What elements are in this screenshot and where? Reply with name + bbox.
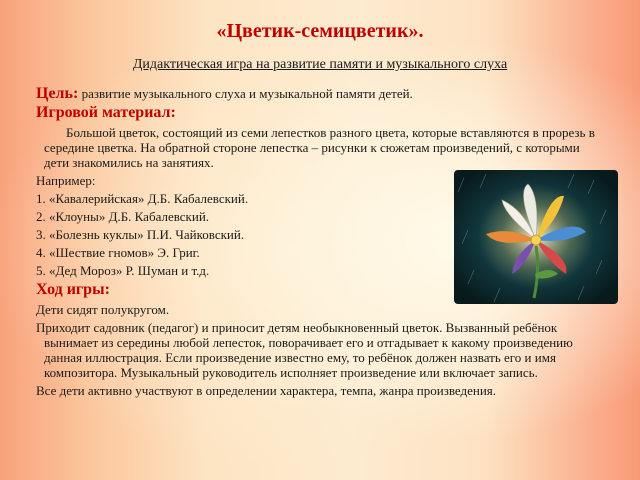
list-item: 3. «Болезнь куклы» П.И. Чайковский. xyxy=(36,227,245,242)
goal-text: развитие музыкального слуха и музыкальной памяти детей. xyxy=(78,86,413,101)
examples-label: Например: xyxy=(36,173,96,188)
game-paragraph: Все дети активно участвуют в определении характера, темпа, жанра произведения. xyxy=(36,383,497,398)
goal-line xyxy=(36,86,602,101)
list-item: 1. «Кавалерийская» Д.Б. Кабалевский. xyxy=(36,191,249,206)
list-item: 4. «Шествие гномов» Э. Григ. xyxy=(36,245,200,260)
game-paragraph: Приходит садовник (педагог) и приносит детям необыкновенный цветок. Вызванный ребёнок вынимает из середины любой лепесток, поворачивает его и отгадывает к какому произведению данная иллюстрация. Если произведение известно ему, то ребёнок должен назвать его и имя композитора. Музыкальный руководитель исполняет произведение или включает запись. xyxy=(36,320,573,380)
goal-label: Цель: xyxy=(36,85,79,102)
game-paragraph: Дети сидят полукругом. xyxy=(36,302,170,317)
materials-heading: Игровой материал: xyxy=(36,104,176,121)
game-heading: Ход игры: xyxy=(36,281,110,298)
flower-illustration xyxy=(454,170,618,304)
list-item: 2. «Клоуны» Д.Б. Кабалевский. xyxy=(36,209,210,224)
examples-list xyxy=(36,191,440,278)
materials-description: Большой цветок, состоящий из семи лепестков разного цвета, которые вставляются в прорезь в середине цветка. На обратной стороне лепестка – рисунки к сюжетам произведений, с которыми дети знакомились на занятиях. xyxy=(44,125,595,170)
page-title: «Цветик-семицветик». xyxy=(216,20,424,42)
list-item: 5. «Дед Мороз» Р. Шуман и т.д. xyxy=(36,263,210,278)
page-subtitle: Дидактическая игра на развитие памяти и музыкального слуха xyxy=(132,57,508,72)
